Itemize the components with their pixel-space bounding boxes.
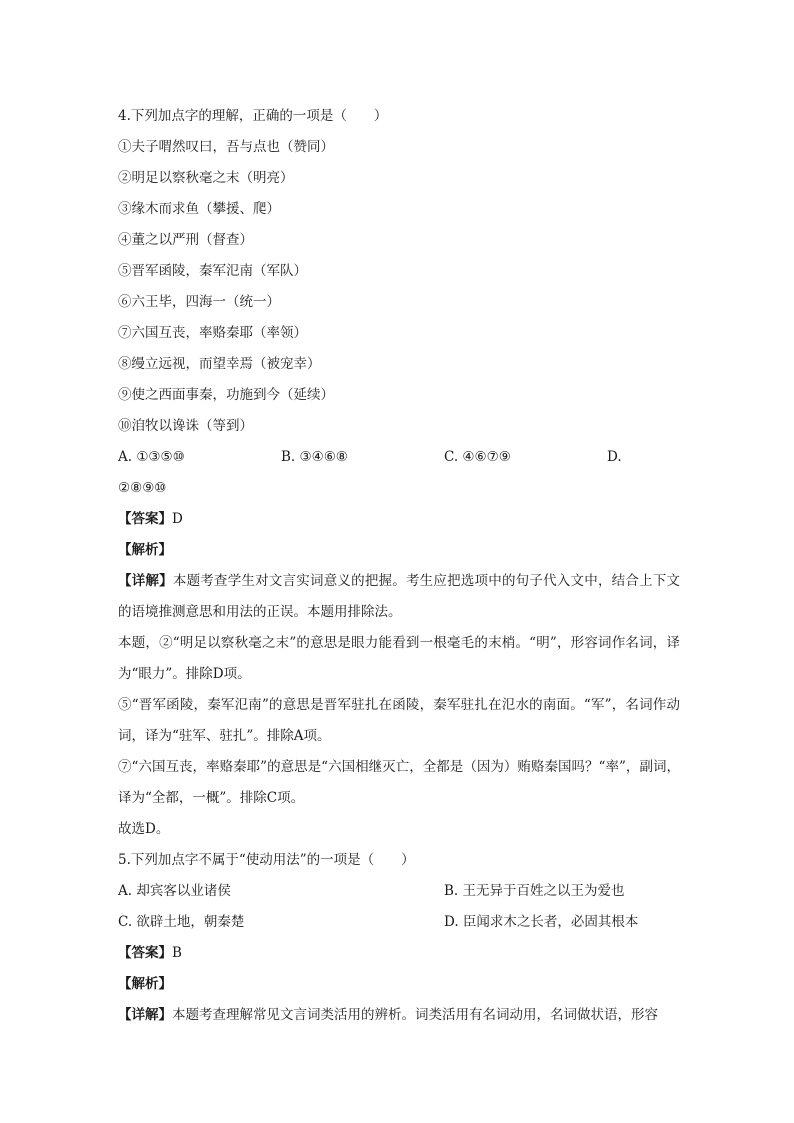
q4-option-d-continued: ②⑧⑨⑩ [118,480,167,496]
question-5-stem: 5.下列加点字不属于“使动用法”的一项是（ ） [118,852,415,868]
q4-option-b: B. ③④⑥⑧ [281,449,348,465]
q4-item-7: ⑦六国互丧，率赂秦耶（率领） [118,325,307,341]
answer-value: D [172,511,183,527]
q4-item-10: ⑩洎牧以谗诛（等到） [118,418,253,434]
q5-detail [118,1000,680,1031]
detail-text: 本题考查理解常见文言词类活用的辨析。词类活用有名词动用，名词做状语，形容 [172,1007,658,1023]
q4-option-d: D. [607,449,622,465]
answer-label: 【答案】 [118,511,172,527]
q4-item-6: ⑥六王毕，四海一（统一） [118,294,280,310]
question-4-stem: 4.下列加点字的理解，正确的一项是（ ） [118,108,388,124]
q5-options-row-1 [118,876,680,907]
q4-item-4: ④董之以严刑（督查） [118,232,253,248]
q5-answer [118,938,680,969]
q4-paragraph-2: ⑤“晋军函陵，秦军氾南”的意思是晋军驻扎在函陵，秦军驻扎在氾水的南面。“军”，名词作动词，译为“驻军、驻扎”。排除A项。 [118,697,680,744]
q4-option-a: A. ①③⑤⑩ [118,449,185,465]
q4-options [118,442,680,473]
q4-analysis-label: 【解析】 [118,542,172,558]
q5-analysis-label: 【解析】 [118,976,172,992]
q5-option-d: D. 臣闻求木之长者，必固其根本 [444,914,639,930]
q4-paragraph-1: 本题，②“明足以察秋毫之末”的意思是眼力能看到一根毫毛的末梢。“明”，形容词作名词，译为“眼力”。排除D项。 [118,635,680,682]
q5-options-row-2 [118,907,680,938]
q4-option-c: C. ④⑥⑦⑨ [444,449,511,465]
q4-answer [118,504,680,535]
q4-item-5: ⑤晋军函陵，秦军氾南（军队） [118,263,307,279]
detail-text: 本题考查学生对文言实词意义的把握。考生应把选项中的句子代入文中，结合上下文的语境推测意思和用法的正误。本题用排除法。 [118,573,681,620]
detail-label: 【详解】 [118,573,173,589]
q5-option-b: B. 王无异于百姓之以王为爱也 [444,883,625,899]
question-content [118,101,680,1031]
q4-item-1: ①夫子喟然叹曰，吾与点也（赞同） [118,139,334,155]
answer-label: 【答案】 [118,945,172,961]
q4-item-3: ③缘木而求鱼（攀援、爬） [118,201,280,217]
q4-paragraph-3: ⑦“六国互丧，率赂秦耶”的意思是“六国相继灭亡，全都是（因为）贿赂秦国吗？“率”，副词，译为“全都，一概”。排除C项。 [118,759,680,806]
q4-paragraph-4: 故选D。 [118,821,170,837]
q4-detail [118,566,680,628]
q4-item-2: ②明足以察秋毫之末（明亮） [118,170,294,186]
q4-item-8: ⑧缦立远视，而望幸焉（被宠幸） [118,356,321,372]
detail-label: 【详解】 [118,1007,172,1023]
q5-option-c: C. 欲辟土地，朝秦楚 [118,914,245,930]
q4-item-9: ⑨使之西面事秦，功施到今（延续） [118,387,334,403]
q5-option-a: A. 却宾客以业诸侯 [118,883,231,899]
answer-value: B [172,945,182,961]
